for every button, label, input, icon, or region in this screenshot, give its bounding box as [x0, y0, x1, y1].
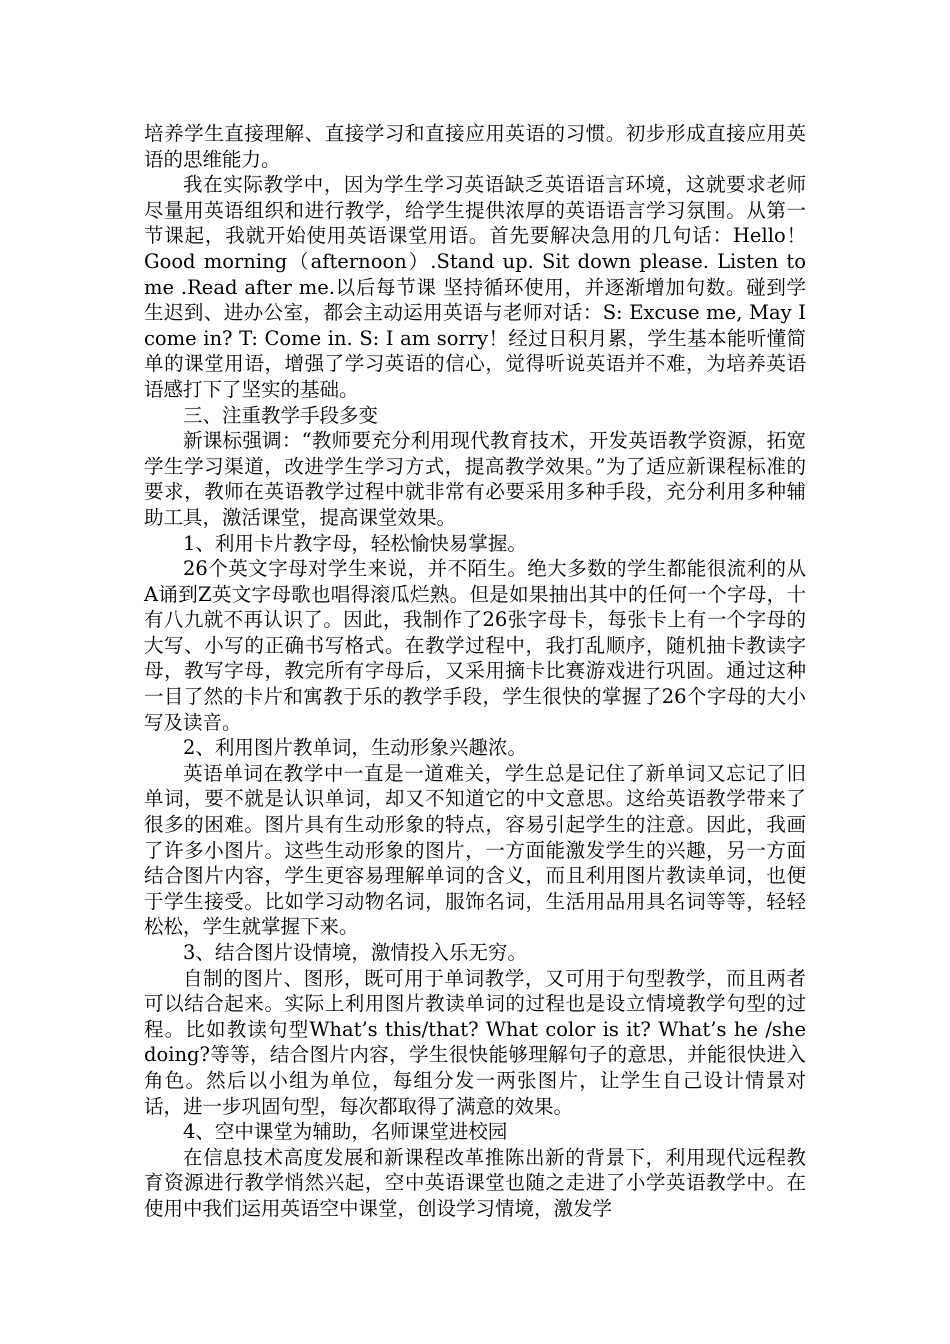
paragraph-letter-cards: 26个英文字母对学生来说，并不陌生。绝大多数的学生都能很流利的从A诵到Z英文字母歌也唱得滚瓜烂熟。但是如果抽出其中的任何一个字母，十有八九就不再认识了。因此，我制作了26张字母卡，每张卡上有一个字母的大写、小写的正确书写格式。在教学过程中，我打乱顺序，随机抽卡教读字母，教写字母，教完所有字母后，又采用摘卡比赛游戏进行巩固。通过这种一目了然的卡片和寓教于乐的教学手段，学生很快的掌握了26个字母的大小写及读音。	[144, 557, 806, 734]
paragraph-new-curriculum: 新课标强调：“教师要充分利用现代教育技术，开发英语教学资源，拓宽学生学习渠道，改进学生学习方式，提高教学效果。”为了适应新课程标准的要求，教师在英语教学过程中就非常有必要采用多种手段，充分利用多种辅助工具，激活课堂，提高课堂效果。	[144, 429, 806, 529]
subheading-3-situations: 3、结合图片设情境，激情投入乐无穷。	[183, 941, 527, 964]
subheading-2-pictures: 2、利用图片教单词，生动形象兴趣浓。	[183, 736, 527, 760]
subheading-4-air-classroom: 4、空中课堂为辅助，名师课堂进校园	[183, 1120, 508, 1144]
paragraph-picture-words: 英语单词在教学中一直是一道难关，学生总是记住了新单词又忘记了旧单词，要不就是认识单词，却又不知道它的中文意思。这给英语教学带来了很多的困难。图片具有生动形象的特点，容易引起学生的注意。因此，我画了许多小图片。这些生动形象的图片，一方面能激发学生的兴趣，另一方面结合图片内容，学生更容易理解单词的含义，而且利用图片教读单词，也便于学生接受。比如学习动物名词，服饰名词，生活用品用具名词等等，轻轻松松，学生就掌握下来。	[144, 761, 806, 939]
paragraph-intro-continuation: 培养学生直接理解、直接学习和直接应用英语的习惯。初步形成直接应用英语的思维能力。	[144, 122, 806, 171]
paragraph-situations: 自制的图片、图形，既可用于单词教学，又可用于句型教学，而且两者可以结合起来。实际上利用图片教读单词的过程也是设立情境教学句型的过程。比如教读句型What’s this/that? What color is it? What’s he /she doing?等等，结合图片内容，学生很快能够理解句子的意思，并能很快进入角色。然后以小组为单位，每组分发一两张图片，让学生自己设计情景对话，进一步巩固句型，每次都取得了满意的效果。	[144, 966, 806, 1118]
subheading-1-cards: 1、利用卡片教字母，轻松愉快易掌握。	[183, 531, 527, 555]
paragraph-classroom-english: 我在实际教学中，因为学生学习英语缺乏英语语言环境，这就要求老师尽量用英语组织和进行教学，给学生提供浓厚的英语语言学习氛围。从第一节课起，我就开始使用英语课堂用语。首先要解决急用的几句话：Hello！Good morning（afternoon）.Stand up. Sit down please. Listen to me .Read after me.以后每节课 坚持循环使用，并逐渐增加句数。碰到学生迟到、进办公室，都会主动运用英语与老师对话：S: Excuse me, May I come in? T: Come in. S: I am sorry！经过日积月累，学生基本能听懂简单的课堂用语，增强了学习英语的信心，觉得听说英语并不难，为培养英语语感打下了坚实的基础。	[144, 173, 806, 401]
paragraph-air-classroom: 在信息技术高度发展和新课程改革推陈出新的背景下，利用现代远程教育资源进行教学悄然兴起，空中英语课堂也随之走进了小学英语教学中。在使用中我们运用英语空中课堂，创设学习情境，激发学	[144, 1145, 806, 1220]
section-heading-3: 三、注重教学手段多变	[183, 403, 379, 427]
document-page	[144, 121, 806, 1222]
